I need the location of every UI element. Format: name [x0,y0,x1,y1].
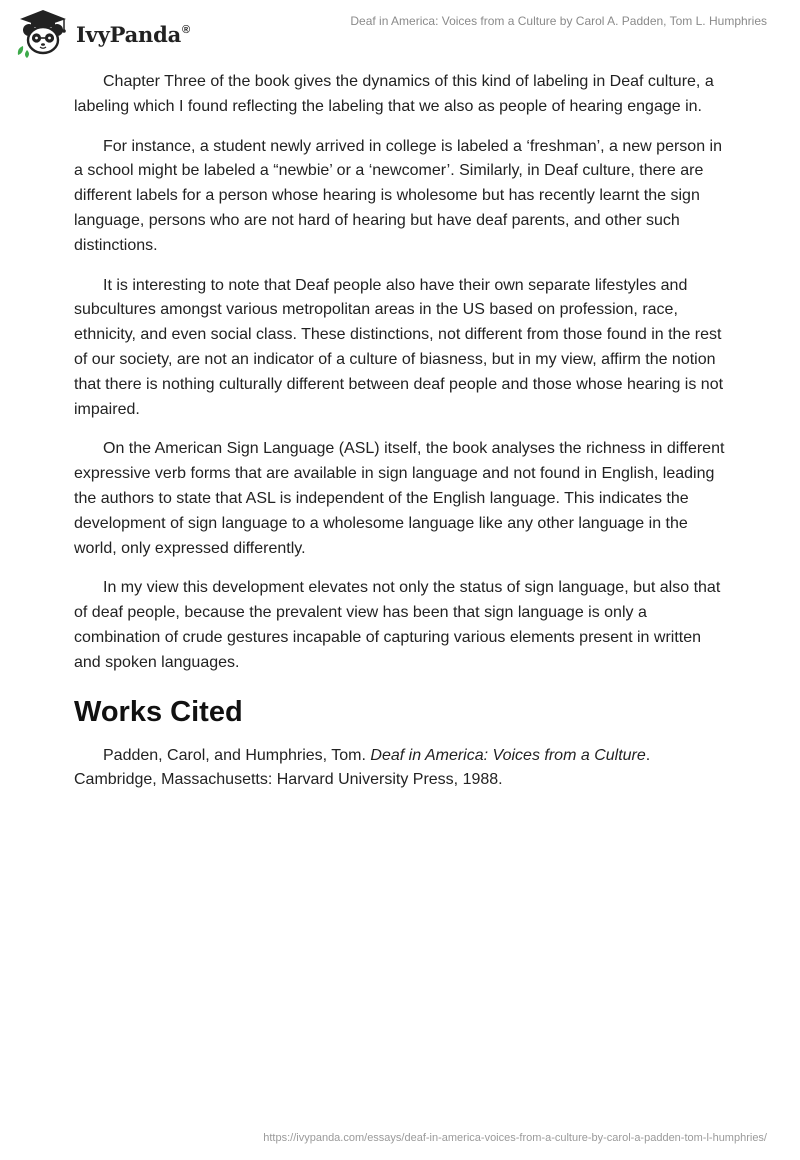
body-paragraph: Chapter Three of the book gives the dynamics of this kind of labeling in Deaf culture, a labeling which I found reflecting the labeling that we also as people of hearing engage in. [74,73,714,115]
source-url[interactable]: https://ivypanda.com/essays/deaf-in-america-voices-from-a-culture-by-carol-a-padden-tom-l-humphries/ [263,1132,767,1144]
citation-title: Deaf in America: Voices from a Culture [370,746,646,764]
panda-graduate-icon [14,8,72,58]
body-paragraph: For instance, a student newly arrived in college is labeled a ‘freshman’, a new person in a school might be labeled a “newbie’ or a ‘newcomer’. Similarly, in Deaf culture, there are different labels for a person whose hearing is wholesome but has recently learnt the sign language, persons who are not hard of hearing but have deaf parents, and other such distinctions. [74,137,722,254]
body-paragraph: In my view this development elevates not only the status of sign language, but also that of deaf people, because the prevalent view has been that sign language is only a combination of crude gestures incapable of capturing various elements present in written and spoken languages. [74,579,721,671]
body-paragraph: On the American Sign Language (ASL) itself, the book analyses the richness in different expressive verb forms that are available in sign language and not found in English, leading the authors to state that ASL is independent of the English language. This indicates the development of sign language to a wholesome language like any other language in the world, only expressed differently. [74,440,725,557]
ivypanda-logo[interactable] [14,8,190,58]
citation-entry [74,744,730,794]
body-paragraph: It is interesting to note that Deaf people also have their own separate lifestyles and subcultures amongst various metropolitan areas in the US based on profession, race, ethnicity, and even social class. These distinctions, not different from those found in the rest of our society, are not an indicator of a culture of biasness, but in my view, affirm the notion that there is nothing culturally different between deaf people and those whose hearing is not impaired. [74,276,724,418]
document-title: Deaf in America: Voices from a Culture by Carol A. Padden, Tom L. Humphries [350,14,767,28]
citation-authors: Padden, Carol, and Humphries, Tom. [103,746,371,764]
citation-publisher: . Cambridge, Massachusetts: Harvard University Press, 1988. [74,746,651,789]
logo-wordmark [76,22,190,47]
logo-name: IvyPanda [76,21,182,47]
registered-mark: ® [182,23,190,36]
page-header [0,0,800,64]
works-cited-heading: Works Cited [74,695,243,728]
essay-content [74,70,730,808]
